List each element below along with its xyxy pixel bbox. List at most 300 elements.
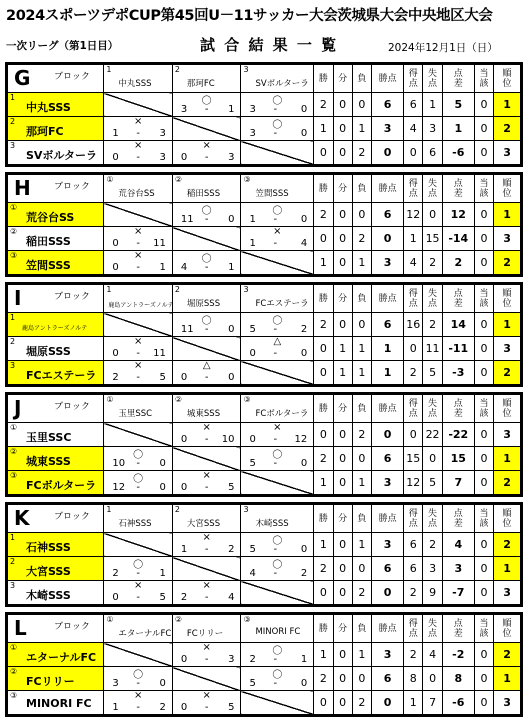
- opponent-name: FCリリー: [186, 629, 224, 639]
- score-against: 1: [228, 104, 235, 115]
- score-against: 3: [159, 152, 166, 163]
- stat-header: [404, 505, 423, 533]
- group-l: [5, 612, 523, 717]
- stat-header: 勝点: [372, 615, 404, 643]
- block-header: [8, 175, 104, 203]
- stat-tie: 0: [474, 447, 493, 471]
- team-cell: [8, 361, 104, 385]
- result-mark: 〇: [201, 316, 212, 327]
- stat-rank: 2: [494, 471, 521, 495]
- team-number: ②: [10, 667, 18, 676]
- score-against: 0: [300, 214, 308, 225]
- event-date: 2024年12月1日（日）: [388, 42, 498, 54]
- team-row: [8, 313, 521, 337]
- stat-header: 分: [333, 615, 352, 643]
- stat-w: 1: [314, 251, 333, 275]
- team-row: [8, 667, 521, 691]
- stat-ga: 0: [423, 667, 442, 691]
- opponent-header: [172, 175, 241, 203]
- stat-l: 2: [352, 581, 371, 605]
- stat-header-text: 点差: [453, 178, 463, 199]
- stat-tie: 0: [474, 557, 493, 581]
- stat-header: 勝: [314, 615, 333, 643]
- stat-diff: -7: [442, 581, 474, 605]
- stat-ga: 2: [423, 533, 442, 557]
- result-mark: ×: [202, 470, 211, 481]
- group-letter: H: [14, 176, 31, 200]
- team-number: ①: [10, 203, 18, 212]
- score-dash: -: [136, 152, 140, 163]
- opponent-header: [104, 285, 173, 313]
- result-mark: 〇: [272, 120, 283, 131]
- stat-d: 0: [333, 581, 352, 605]
- stat-tie: 0: [474, 203, 493, 227]
- match-result: [172, 93, 241, 117]
- match-result: [172, 691, 241, 715]
- score-against: 4: [300, 238, 308, 249]
- group-table: [7, 174, 521, 275]
- stat-d: 1: [333, 361, 352, 385]
- group-i: [5, 282, 523, 387]
- opponent-number: 1: [106, 285, 112, 294]
- stat-header: [442, 175, 474, 203]
- score-for: 3: [249, 104, 256, 115]
- score-against: 5: [159, 592, 166, 603]
- score-for: 2: [249, 654, 256, 665]
- result-mark: 〇: [201, 96, 212, 107]
- score-against: 10: [221, 434, 235, 445]
- match-result: [172, 471, 241, 495]
- result-mark: ×: [202, 690, 211, 701]
- team-number: ①: [10, 643, 18, 652]
- score-dash: -: [136, 458, 140, 469]
- stat-header-text: 点差: [453, 398, 463, 419]
- stat-rank: 3: [494, 337, 521, 361]
- stat-d: 0: [333, 691, 352, 715]
- team-cell: [8, 471, 104, 495]
- team-row: [8, 337, 521, 361]
- score-for: 0: [249, 348, 256, 359]
- score-for: 0: [112, 238, 119, 249]
- match-result: [104, 361, 173, 385]
- stat-header-text: 当該: [479, 508, 489, 529]
- match-result: [241, 447, 314, 471]
- stat-d: 0: [333, 93, 352, 117]
- self-match: [104, 643, 173, 667]
- score-dash: -: [136, 348, 140, 359]
- score-for: 0: [180, 152, 188, 163]
- team-number: 1: [10, 313, 16, 322]
- stat-gf: 15: [404, 447, 423, 471]
- stat-header: [423, 175, 442, 203]
- stat-header-text: 当該: [479, 398, 489, 419]
- score-dash: -: [204, 104, 209, 115]
- team-cell: [8, 251, 104, 275]
- stat-header-text: 得点: [408, 618, 418, 639]
- score-for: 1: [180, 544, 188, 555]
- stat-d: 0: [333, 533, 352, 557]
- stat-pts: 3: [372, 643, 404, 667]
- score-for: 1: [112, 702, 119, 713]
- opponent-name: 木崎SSS: [255, 519, 289, 529]
- result-mark: ×: [202, 532, 211, 543]
- score-for: 4: [249, 568, 256, 579]
- opponent-number: ①: [106, 175, 114, 184]
- team-name: 鹿島アントラーズノルテ: [22, 325, 88, 332]
- score-dash: -: [273, 128, 278, 139]
- stat-l: 1: [352, 643, 371, 667]
- team-name: 堀原SSS: [26, 345, 71, 358]
- stat-header-text: 失点: [428, 618, 438, 639]
- result-mark: ×: [202, 140, 211, 151]
- result-mark: 〇: [133, 670, 144, 681]
- stat-w: 0: [314, 691, 333, 715]
- stat-header-text: 得点: [408, 68, 418, 89]
- stat-rank: 3: [494, 691, 521, 715]
- opponent-header: [104, 65, 173, 93]
- stat-d: 0: [333, 667, 352, 691]
- match-result: [104, 251, 173, 275]
- header-row: [8, 65, 521, 93]
- self-match: [241, 141, 314, 165]
- self-match: [104, 93, 173, 117]
- header-row: [8, 395, 521, 423]
- stat-header: [442, 395, 474, 423]
- stat-ga: 0: [423, 447, 442, 471]
- stat-pts: 6: [372, 557, 404, 581]
- opponent-header: [172, 505, 241, 533]
- opponent-number: ②: [174, 395, 183, 404]
- match-result: [104, 691, 173, 715]
- stat-tie: 0: [474, 227, 493, 251]
- stat-header: 負: [352, 395, 371, 423]
- score-for: 0: [112, 152, 119, 163]
- stat-ga: 3: [423, 117, 442, 141]
- opponent-number: 1: [106, 65, 112, 74]
- team-row: [8, 471, 521, 495]
- group-table: [7, 64, 521, 165]
- stat-w: 2: [314, 93, 333, 117]
- score-dash: -: [136, 592, 140, 603]
- score-dash: -: [273, 458, 278, 469]
- opponent-name: 稲田SSS: [186, 189, 221, 199]
- stat-header: 勝: [314, 175, 333, 203]
- opponent-number: 2: [174, 285, 180, 294]
- self-match: [241, 691, 314, 715]
- score-dash: -: [273, 544, 278, 555]
- score-for: 0: [249, 434, 256, 445]
- score-against: 2: [228, 544, 235, 555]
- score-for: 0: [112, 348, 119, 359]
- score-against: 0: [159, 678, 166, 689]
- opponent-header: [172, 285, 241, 313]
- header-row: [8, 505, 521, 533]
- stat-w: 2: [314, 203, 333, 227]
- self-match: [172, 557, 241, 581]
- opponent-name: 荒谷台SS: [118, 189, 155, 199]
- stat-header-text: 得点: [408, 398, 418, 419]
- stat-header: 負: [352, 285, 371, 313]
- stat-tie: 0: [474, 471, 493, 495]
- match-result: [241, 557, 314, 581]
- stat-header-text: 得点: [408, 508, 418, 529]
- stat-diff: 7: [442, 471, 474, 495]
- match-result: [241, 117, 314, 141]
- team-row: [8, 533, 521, 557]
- score-dash: -: [204, 324, 209, 335]
- stat-header-text: 当該: [479, 68, 489, 89]
- stat-header: 分: [333, 395, 352, 423]
- block-header: [8, 615, 104, 643]
- score-for: 5: [249, 544, 256, 555]
- team-number: ③: [10, 691, 18, 700]
- score-dash: -: [136, 128, 140, 139]
- score-for: 2: [112, 568, 119, 579]
- self-match: [172, 227, 241, 251]
- opponent-header: [172, 395, 241, 423]
- stat-l: 2: [352, 227, 371, 251]
- team-cell: [8, 337, 104, 361]
- team-number: 3: [10, 141, 16, 150]
- score-dash: -: [273, 678, 278, 689]
- opponent-header: [241, 65, 314, 93]
- opponent-name: 笠間SSS: [255, 189, 289, 199]
- match-result: [172, 533, 241, 557]
- opponent-number: ③: [243, 615, 251, 624]
- result-mark: 〇: [133, 560, 144, 571]
- team-cell: [8, 117, 104, 141]
- stat-rank: 2: [494, 117, 521, 141]
- match-result: [241, 203, 314, 227]
- stat-ga: 1: [423, 93, 442, 117]
- self-match: [241, 471, 314, 495]
- stat-header: [474, 65, 493, 93]
- result-mark: ×: [133, 360, 143, 371]
- stat-d: 0: [333, 251, 352, 275]
- team-name: 那珂FC: [26, 125, 64, 138]
- score-for: 0: [112, 592, 119, 603]
- stat-ga: 2: [423, 313, 442, 337]
- stat-header: [423, 505, 442, 533]
- stat-diff: -6: [442, 141, 474, 165]
- score-dash: -: [204, 434, 209, 445]
- self-match: [104, 423, 173, 447]
- stat-diff: 8: [442, 667, 474, 691]
- stat-l: 2: [352, 691, 371, 715]
- match-result: [104, 581, 173, 605]
- stat-ga: 4: [423, 643, 442, 667]
- opponent-number: ①: [106, 395, 114, 404]
- team-row: [8, 581, 521, 605]
- stat-tie: 0: [474, 423, 493, 447]
- team-cell: [8, 557, 104, 581]
- match-result: [172, 361, 241, 385]
- team-row: [8, 93, 521, 117]
- stat-header-text: 当該: [479, 618, 489, 639]
- group-table: [7, 394, 521, 495]
- match-result: [172, 251, 241, 275]
- stat-l: 0: [352, 667, 371, 691]
- stat-header: 勝点: [372, 65, 404, 93]
- team-name: 城東SSS: [26, 455, 71, 468]
- team-name: SVボルターラ: [26, 149, 97, 162]
- result-mark: 〇: [272, 536, 283, 547]
- stat-header: [442, 615, 474, 643]
- score-for: 0: [180, 654, 188, 665]
- opponent-header: [104, 505, 173, 533]
- score-against: 1: [159, 568, 166, 579]
- team-cell: [8, 203, 104, 227]
- score-against: 2: [159, 702, 166, 713]
- result-mark: ×: [273, 422, 282, 433]
- stat-pts: 6: [372, 447, 404, 471]
- stat-l: 0: [352, 93, 371, 117]
- score-for: 10: [112, 458, 126, 469]
- match-result: [104, 447, 173, 471]
- opponent-header: [172, 65, 241, 93]
- stat-ga: 11: [423, 337, 442, 361]
- score-for: 1: [249, 214, 256, 225]
- stat-rank: 2: [494, 251, 521, 275]
- score-against: 0: [228, 214, 235, 225]
- team-cell: [8, 313, 104, 337]
- opponent-name: 石神SSS: [118, 519, 152, 529]
- stat-header-text: 失点: [428, 68, 438, 89]
- stat-w: 0: [314, 361, 333, 385]
- result-mark: ×: [202, 642, 211, 653]
- stat-l: 1: [352, 117, 371, 141]
- stat-w: 0: [314, 423, 333, 447]
- stat-l: 0: [352, 557, 371, 581]
- stat-pts: 3: [372, 117, 404, 141]
- team-cell: [8, 691, 104, 715]
- team-number: ②: [10, 227, 18, 236]
- stat-ga: 3: [423, 557, 442, 581]
- team-row: [8, 251, 521, 275]
- team-cell: [8, 643, 104, 667]
- team-name: 笠間SSS: [26, 259, 71, 272]
- stat-d: 0: [333, 447, 352, 471]
- score-against: 11: [153, 238, 166, 249]
- group-g: [5, 62, 523, 167]
- team-number: 1: [10, 93, 16, 102]
- score-against: 0: [300, 544, 308, 555]
- stat-ga: 6: [423, 141, 442, 165]
- result-mark: ×: [202, 580, 211, 591]
- team-cell: [8, 447, 104, 471]
- self-match: [241, 361, 314, 385]
- block-label: ブロック: [54, 622, 90, 632]
- stat-gf: 8: [404, 667, 423, 691]
- stat-l: 0: [352, 203, 371, 227]
- opponent-name: 玉里SSC: [118, 409, 153, 419]
- stat-w: 2: [314, 557, 333, 581]
- group-letter: J: [14, 396, 22, 420]
- opponent-header: [241, 395, 314, 423]
- stat-rank: 1: [494, 447, 521, 471]
- team-name: 中丸SSS: [26, 101, 71, 114]
- score-for: 0: [112, 262, 119, 273]
- result-mark: 〇: [272, 316, 283, 327]
- result-mark: ×: [133, 580, 143, 591]
- match-result: [241, 93, 314, 117]
- match-result: [241, 423, 314, 447]
- score-for: 1: [112, 128, 119, 139]
- score-against: 12: [294, 434, 308, 445]
- opponent-number: ②: [174, 615, 183, 624]
- match-result: [172, 643, 241, 667]
- result-mark: ×: [133, 336, 143, 347]
- stat-header-text: 順位: [502, 398, 512, 419]
- self-match: [172, 117, 241, 141]
- stat-w: 2: [314, 313, 333, 337]
- stat-ga: 0: [423, 203, 442, 227]
- team-row: [8, 691, 521, 715]
- self-match: [104, 203, 173, 227]
- stat-header: 勝点: [372, 395, 404, 423]
- stat-pts: 1: [372, 361, 404, 385]
- stat-header: 負: [352, 65, 371, 93]
- score-dash: -: [204, 592, 209, 603]
- stat-d: 0: [333, 117, 352, 141]
- stat-diff: -22: [442, 423, 474, 447]
- stat-tie: 0: [474, 141, 493, 165]
- stat-gf: 0: [404, 337, 423, 361]
- stat-header-text: 得点: [408, 288, 418, 309]
- opponent-header: [104, 175, 173, 203]
- block-label: ブロック: [54, 512, 90, 522]
- match-result: [172, 313, 241, 337]
- stat-diff: 4: [442, 533, 474, 557]
- self-match: [172, 337, 241, 361]
- stat-pts: 0: [372, 691, 404, 715]
- score-dash: -: [136, 568, 140, 579]
- stat-header: 負: [352, 175, 371, 203]
- stat-header: [404, 65, 423, 93]
- stat-gf: 12: [404, 471, 423, 495]
- stat-header: [442, 285, 474, 313]
- stat-gf: 0: [404, 423, 423, 447]
- result-mark: 〇: [272, 96, 283, 107]
- stat-header: 勝: [314, 505, 333, 533]
- stat-w: 2: [314, 447, 333, 471]
- stat-ga: 2: [423, 251, 442, 275]
- stat-l: 1: [352, 471, 371, 495]
- group-k: [5, 502, 523, 607]
- block-label: ブロック: [54, 292, 90, 302]
- stat-header: 分: [333, 505, 352, 533]
- score-against: 1: [300, 654, 308, 665]
- stat-pts: 6: [372, 203, 404, 227]
- score-against: 0: [300, 678, 308, 689]
- team-name: 大宮SSS: [26, 565, 71, 578]
- stat-ga: 22: [423, 423, 442, 447]
- stat-header: 勝: [314, 395, 333, 423]
- score-dash: -: [204, 654, 209, 665]
- stat-gf: 4: [404, 251, 423, 275]
- stat-gf: 0: [404, 141, 423, 165]
- opponent-name: FCエステーラ: [255, 299, 309, 309]
- league-label: 一次リーグ（第1日目）: [6, 40, 119, 52]
- block-label: ブロック: [54, 182, 90, 192]
- team-name: 石神SSS: [26, 541, 71, 554]
- score-dash: -: [273, 324, 278, 335]
- stat-pts: 3: [372, 251, 404, 275]
- score-dash: -: [204, 152, 209, 163]
- team-number: ②: [10, 447, 18, 456]
- stat-w: 0: [314, 581, 333, 605]
- score-for: 0: [180, 434, 188, 445]
